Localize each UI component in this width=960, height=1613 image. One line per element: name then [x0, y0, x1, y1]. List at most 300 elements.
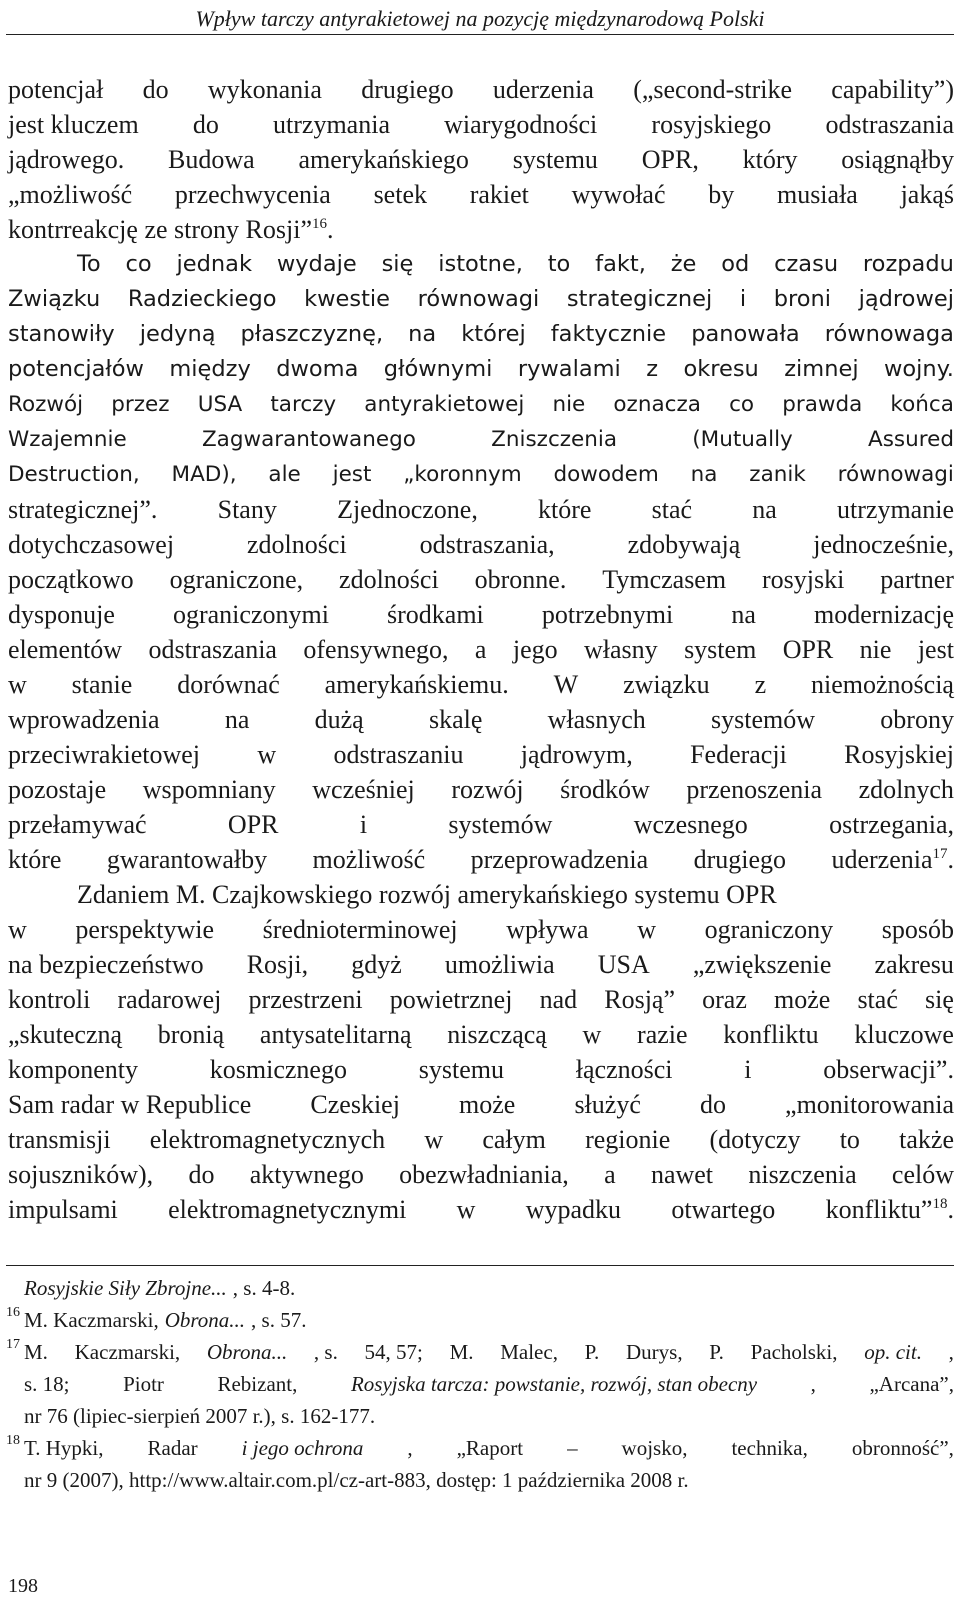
word: „zwiększenie — [692, 950, 832, 979]
word: wojny. — [884, 356, 954, 382]
word: elektromagnetycznych — [149, 1125, 386, 1154]
word: i — [744, 1055, 752, 1084]
word: Budowa — [168, 145, 255, 174]
word: płaszczyznę, — [240, 321, 384, 347]
word: Zdaniem M. Czajkowskiego rozwój amerykańskiego systemu OPR — [77, 880, 777, 909]
punctuation: . — [947, 845, 954, 874]
text-line — [8, 982, 954, 1017]
text-line — [8, 527, 954, 562]
word: „monitorowania — [785, 1090, 954, 1119]
word: celów — [891, 1160, 954, 1189]
word: kontrreakcję — [8, 215, 138, 244]
word: stać — [857, 985, 898, 1014]
word: własnych — [547, 705, 646, 734]
word: utrzymania — [273, 110, 390, 139]
word: się — [381, 251, 414, 277]
text-line — [8, 1157, 954, 1192]
word: potencjałów — [8, 356, 144, 382]
footnote-title: op. cit. — [864, 1340, 922, 1364]
word: systemów — [711, 705, 816, 734]
word: co — [125, 251, 152, 277]
word: potrzebnymi — [541, 600, 674, 629]
word: razie — [637, 1020, 688, 1049]
text-line — [8, 1122, 954, 1157]
footnote-reference[interactable]: 16 — [311, 216, 327, 232]
footnote-separator — [6, 1265, 954, 1266]
word: w — [456, 1195, 476, 1224]
word: i — [739, 286, 747, 312]
word: systemów — [448, 810, 553, 839]
word: w — [424, 1125, 444, 1154]
word: jakąś — [900, 180, 954, 209]
word: modernizację — [813, 600, 954, 629]
word: co — [729, 392, 755, 417]
text-line — [8, 317, 954, 352]
word: Radzieckiego — [127, 286, 277, 312]
word: strony — [174, 215, 240, 244]
word: rakiet — [469, 180, 529, 209]
word: dysponuje — [8, 600, 115, 629]
word: wpływa — [506, 915, 589, 944]
word: obrony — [880, 705, 954, 734]
footnote-number: 17 — [6, 1337, 20, 1352]
body-text — [8, 72, 954, 1227]
word: gwarantowałby — [106, 845, 268, 874]
word: strategicznej — [566, 286, 713, 312]
word: na — [690, 462, 718, 487]
word: przenoszenia — [686, 775, 823, 804]
word: dużą — [314, 705, 364, 734]
footnote-text: obronność”, — [851, 1436, 954, 1460]
footnote-text: Durys, — [625, 1340, 683, 1364]
word: obserwacji”. — [823, 1055, 954, 1084]
word: jest — [917, 635, 954, 664]
word: transmisji — [8, 1125, 111, 1154]
word: zdolności — [247, 530, 347, 559]
word: służyć — [574, 1090, 641, 1119]
word: oraz — [702, 985, 747, 1014]
word: do — [699, 1090, 726, 1119]
word: oznacza — [613, 392, 701, 417]
footnote-text: M. — [24, 1340, 48, 1364]
word: USA — [197, 392, 243, 417]
word: rozpadu — [862, 251, 954, 277]
word: system — [684, 635, 757, 664]
word: amerykańskiemu. — [324, 670, 509, 699]
word: na — [408, 321, 437, 347]
word: ograniczone, — [169, 565, 304, 594]
word: środków — [560, 775, 650, 804]
word: do — [142, 75, 169, 104]
page-number: 198 — [8, 1575, 38, 1597]
word: drugiego — [693, 845, 787, 874]
footnote-text: Piotr — [123, 1372, 164, 1396]
footnote-text: Kaczmarski, — [74, 1340, 181, 1364]
word: w — [637, 915, 656, 944]
text-line — [8, 1052, 954, 1087]
word: OPR — [782, 635, 834, 664]
word: bronią — [157, 1020, 225, 1049]
word: jednocześnie, — [813, 530, 954, 559]
word: całym — [482, 1125, 546, 1154]
word: to — [839, 1125, 860, 1154]
word: końca — [890, 392, 954, 417]
word: głównymi — [383, 356, 493, 382]
word: capability”) — [831, 75, 954, 104]
word: rosyjskiego — [651, 110, 772, 139]
text-line — [8, 282, 954, 317]
footnote-text: , — [810, 1372, 816, 1396]
word: w — [8, 670, 27, 699]
text-line — [8, 492, 954, 527]
word: jego — [512, 635, 558, 664]
word: ze — [144, 215, 168, 244]
word: umożliwia — [444, 950, 555, 979]
header-rule — [6, 34, 954, 35]
word: własny — [584, 635, 658, 664]
footnote-title: Rosyjska tarcza: powstanie, rozwój, stan obecny — [350, 1372, 758, 1396]
word: impulsami — [8, 1195, 118, 1224]
footnote-text: wojsko, — [621, 1436, 688, 1460]
word: Rosji”$^{16}$. — [245, 215, 334, 244]
word: odstraszaniu — [333, 740, 464, 769]
word: regionie — [585, 1125, 671, 1154]
word: prawda — [782, 392, 863, 417]
text-line — [8, 842, 954, 877]
word: dotychczasowej — [8, 530, 175, 559]
word: fakt, — [595, 251, 646, 277]
word: z — [646, 356, 659, 382]
text-line — [8, 72, 954, 107]
word: dwoma — [276, 356, 359, 382]
word: przełamywać — [8, 810, 147, 839]
word: do — [192, 110, 219, 139]
word: a — [474, 635, 487, 664]
word: i — [359, 810, 368, 839]
word: zdolnych — [858, 775, 954, 804]
word: osiągnąłby — [841, 145, 954, 174]
word: wypadku — [525, 1195, 622, 1224]
word: „koronnym — [403, 462, 522, 487]
footnote-text: P. — [584, 1340, 600, 1364]
word: nie — [552, 392, 586, 417]
footnote-text: T. Hypki, — [24, 1436, 104, 1460]
word: kwestie — [304, 286, 391, 312]
running-header: Wpływ tarczy antyrakietowej na pozycję międzynarodową Polski — [195, 6, 765, 31]
word: Czeskiej — [310, 1090, 400, 1119]
word: ale — [268, 462, 301, 487]
word: (Mutually — [692, 427, 793, 452]
word: uderzenia — [492, 75, 594, 104]
word: pozostaje — [8, 775, 107, 804]
footnote-line — [0, 1272, 954, 1304]
word: utrzymanie — [837, 495, 954, 524]
word: z — [754, 670, 767, 699]
footnote-line — [0, 1400, 954, 1432]
word: niszczącą — [447, 1020, 547, 1049]
word: które — [8, 845, 62, 874]
footnote-text: M. — [449, 1340, 474, 1364]
word: W — [553, 670, 579, 699]
word: który — [742, 145, 798, 174]
word: ostrzegania, — [829, 810, 954, 839]
word: („second-strike — [633, 75, 793, 104]
text-line — [8, 1192, 954, 1227]
word: w — [582, 1020, 602, 1049]
word: nad — [539, 985, 578, 1014]
word: USA — [597, 950, 650, 979]
word: Assured — [868, 427, 954, 452]
word: w — [257, 740, 277, 769]
word: otwartego — [671, 1195, 776, 1224]
word: To — [77, 251, 101, 277]
word: gdyż — [351, 950, 402, 979]
word: które — [538, 495, 592, 524]
word: perspektywie — [75, 915, 215, 944]
word: skalę — [428, 705, 483, 734]
word: możliwość — [312, 845, 426, 874]
word: OPR, — [641, 145, 699, 174]
text-line — [8, 1087, 954, 1122]
footnote-text: , s. — [313, 1340, 338, 1364]
word: przestrzeni — [248, 985, 363, 1014]
word: wczesnego — [633, 810, 748, 839]
footnote-line — [0, 1432, 954, 1464]
footnote-text: nr 9 (2007), http://www.altair.com.pl/cz-art-883, dostęp: 1 października 2008 r. — [24, 1468, 689, 1492]
word: stać — [651, 495, 693, 524]
word: stanie — [71, 670, 133, 699]
footnote-line — [0, 1304, 954, 1336]
word: Rozwój — [8, 392, 84, 417]
word: Sam radar w Republice — [8, 1090, 252, 1119]
word: aktywnego — [249, 1160, 364, 1189]
text-line — [8, 177, 954, 212]
text-line — [8, 807, 954, 842]
text-line — [8, 247, 954, 282]
word: Rosją” — [604, 985, 675, 1014]
word: „skuteczną — [8, 1020, 123, 1049]
word: średnioterminowej — [262, 915, 458, 944]
word: kontroli — [8, 985, 91, 1014]
word: kosmicznego — [209, 1055, 347, 1084]
footnote-text: – — [567, 1436, 578, 1460]
footnotes — [0, 1272, 954, 1496]
word: Rosyjskiej — [844, 740, 954, 769]
word: że — [670, 251, 697, 277]
word: systemu — [418, 1055, 504, 1084]
word: konfliktu”$^{18}$. — [825, 1195, 954, 1224]
word: dorównać — [177, 670, 280, 699]
punctuation: . — [326, 215, 334, 244]
text-line — [8, 667, 954, 702]
word: zimnej — [784, 356, 859, 382]
word: by — [708, 180, 735, 209]
word: jednak — [176, 251, 252, 277]
footnote-line — [0, 1336, 954, 1368]
footnote-reference[interactable]: 18 — [932, 1196, 948, 1212]
text-line — [8, 737, 954, 772]
text-line — [8, 1017, 954, 1052]
word: obezwładniania, — [399, 1160, 569, 1189]
word: równowagi — [417, 286, 540, 312]
punctuation: . — [947, 1195, 954, 1224]
word: może — [774, 985, 831, 1014]
word: sojuszników), — [8, 1160, 154, 1189]
word: równowagi — [837, 462, 954, 487]
word: musiała — [776, 180, 858, 209]
word: równowaga — [824, 321, 954, 347]
text-line — [8, 422, 954, 457]
text-line — [8, 702, 954, 737]
word: to — [547, 251, 571, 277]
word: tarczy — [270, 392, 337, 417]
footnote-title: Rosyjskie Siły Zbrojne... — [24, 1276, 227, 1300]
word: łączności — [575, 1055, 673, 1084]
word: kluczowe — [854, 1020, 954, 1049]
word: Destruction, — [8, 462, 140, 487]
word: komponenty — [8, 1055, 138, 1084]
word: Związku — [8, 286, 101, 312]
word: odstraszania, — [419, 530, 555, 559]
footnote-text: P. — [709, 1340, 724, 1364]
text-line — [8, 947, 954, 982]
word: antyrakietowej — [364, 392, 525, 417]
text-line — [8, 142, 954, 177]
word: niszczenia — [748, 1160, 857, 1189]
word: zdolności — [339, 565, 439, 594]
word: broni — [773, 286, 832, 312]
footnote-line — [0, 1464, 954, 1496]
footnote-title: i jego ochrona — [241, 1436, 364, 1460]
word: w — [8, 915, 27, 944]
word: Tymczasem — [602, 565, 727, 594]
word: Wzajemnie — [8, 427, 127, 452]
word: potencjał — [8, 75, 104, 104]
word: a — [604, 1160, 616, 1189]
footnote-text: 54, 57; — [364, 1340, 423, 1364]
word: zakresu — [874, 950, 954, 979]
word: Zagwarantowanego — [201, 427, 416, 452]
word: od — [721, 251, 750, 277]
word: elementów — [8, 635, 123, 664]
word: której — [461, 321, 526, 347]
text-line — [8, 877, 954, 912]
word: jądrowej — [858, 286, 954, 312]
word: przeciwrakietowej — [8, 740, 201, 769]
word: niemożnością — [811, 670, 954, 699]
word: stanowiły — [8, 321, 115, 347]
word: faktycznie — [550, 321, 667, 347]
word: środkami — [387, 600, 484, 629]
word: rywalami — [517, 356, 621, 382]
text-line — [8, 632, 954, 667]
word: strategicznej”. — [8, 495, 158, 524]
word: przeprowadzenia — [470, 845, 649, 874]
text-line — [8, 212, 954, 247]
footnote-text: „Raport — [456, 1436, 524, 1460]
word: może — [459, 1090, 516, 1119]
word: wprowadzenia — [8, 705, 160, 734]
word: systemu — [512, 145, 598, 174]
word: rozwój — [451, 775, 524, 804]
word: wcześniej — [312, 775, 415, 804]
word: ograniczonymi — [172, 600, 329, 629]
word: odstraszania — [825, 110, 954, 139]
footnote-text: , s. 57. — [251, 1308, 307, 1332]
word: początkowo — [8, 565, 134, 594]
word: wykonania — [207, 75, 322, 104]
word: wywołać — [571, 180, 666, 209]
footnote-reference[interactable]: 17 — [932, 846, 948, 862]
word: setek — [373, 180, 427, 209]
footnote-line — [0, 1368, 954, 1400]
word: amerykańskiego — [298, 145, 469, 174]
footnote-text: „Arcana”, — [869, 1372, 954, 1396]
word: „możliwość — [8, 180, 133, 209]
word: Zniszczenia — [491, 427, 618, 452]
text-line — [8, 457, 954, 492]
text-line — [8, 107, 954, 142]
word: Stany — [217, 495, 277, 524]
word: przez — [111, 392, 170, 417]
word: wiarygodności — [444, 110, 598, 139]
footnote-number: 16 — [6, 1305, 20, 1320]
word: konfliktu — [723, 1020, 819, 1049]
word: ograniczony — [704, 915, 834, 944]
word: jedyną — [139, 321, 216, 347]
word: partner — [880, 565, 954, 594]
word: się — [924, 985, 954, 1014]
word: istotne, — [438, 251, 523, 277]
word: także — [899, 1125, 954, 1154]
word: odstraszania — [148, 635, 277, 664]
word: jądrowego. — [8, 145, 125, 174]
footnote-text: Radar — [147, 1436, 198, 1460]
word: wspomniany — [142, 775, 276, 804]
footnote-text: nr 76 (lipiec-sierpień 2007 r.), s. 162-177. — [24, 1404, 376, 1428]
footnote-text: technika, — [731, 1436, 808, 1460]
word: dowodem — [553, 462, 659, 487]
word: jest kluczem — [8, 110, 139, 139]
footnote-text: Pacholski, — [750, 1340, 838, 1364]
word: radarowej — [117, 985, 222, 1014]
word: (dotyczy — [709, 1125, 801, 1154]
footnote-number: 18 — [6, 1433, 20, 1448]
word: ofensywnego, — [303, 635, 449, 664]
text-line — [8, 352, 954, 387]
word: drugiego — [361, 75, 454, 104]
word: na bezpieczeństwo — [8, 950, 204, 979]
text-line — [8, 597, 954, 632]
word: powietrznej — [389, 985, 513, 1014]
word: MAD), — [171, 462, 237, 487]
footnote-text: s. 18; — [24, 1372, 70, 1396]
word: Zjednoczone, — [337, 495, 478, 524]
word: nawet — [650, 1160, 714, 1189]
word: jest — [332, 462, 372, 487]
word: na — [731, 600, 756, 629]
word: między — [169, 356, 251, 382]
text-line — [8, 562, 954, 597]
word: elektromagnetycznymi — [168, 1195, 407, 1224]
word: zanik — [749, 462, 806, 487]
text-line — [8, 387, 954, 422]
word: na — [752, 495, 777, 524]
word: sposób — [881, 915, 954, 944]
word: wydaje — [276, 251, 357, 277]
text-line — [8, 912, 954, 947]
word: okresu — [683, 356, 759, 382]
